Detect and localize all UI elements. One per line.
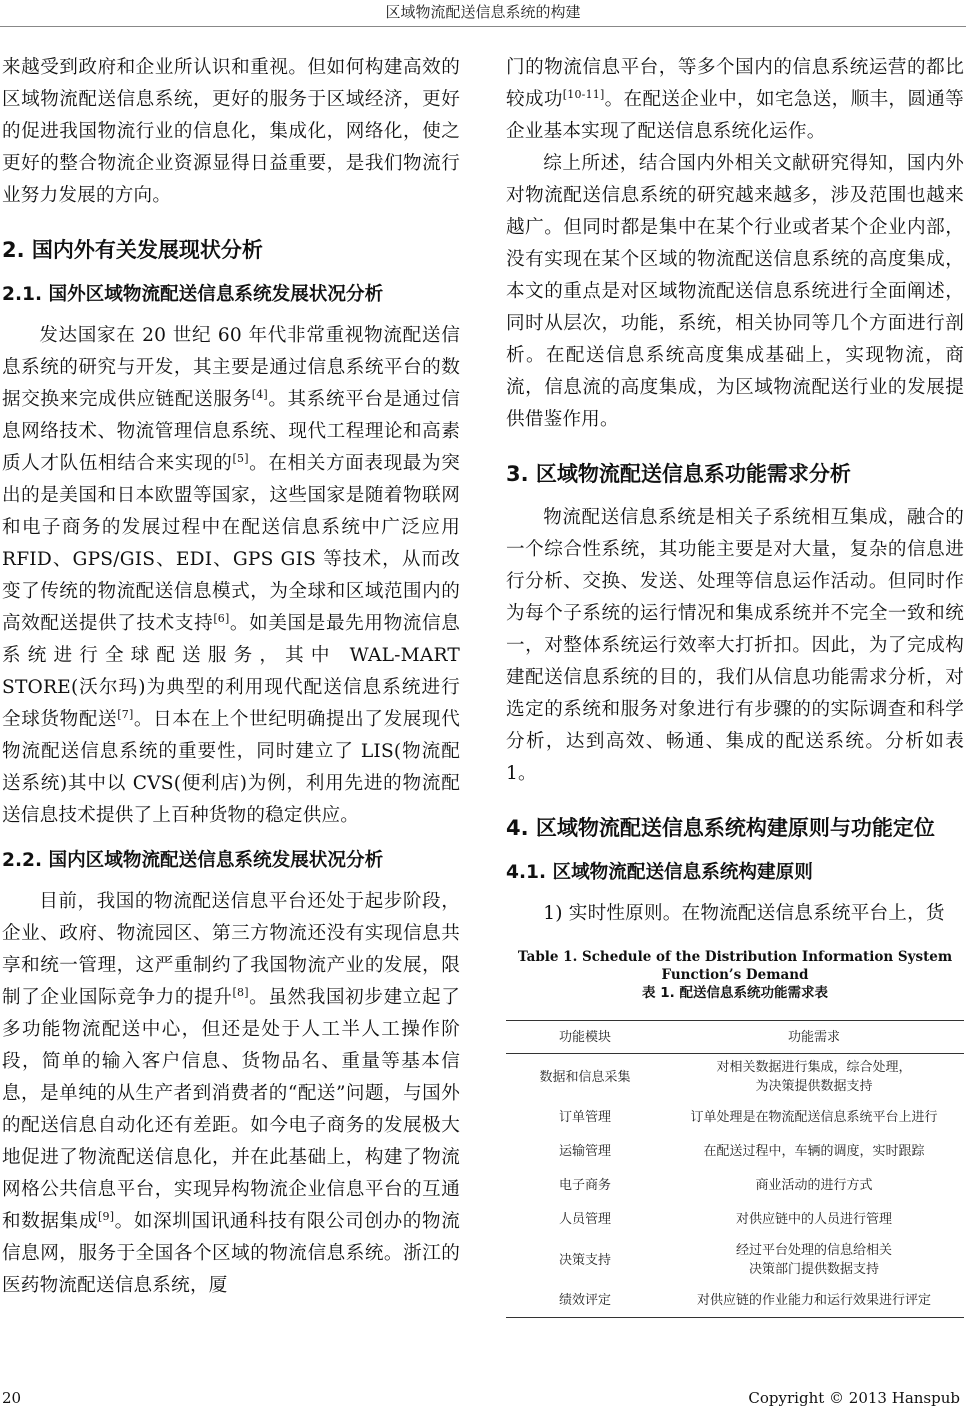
text-run: 目前，我国的物流配送信息平台还处于起步阶段，企业、政府、物流园区、第三方物流还没有实现信息共享和统一管理，这严重制约了我国物流产业的发展，限制了企业国际竞争力的提升 [2,891,460,1008]
section-2-heading: 2. 国内外有关发展现状分析 [2,238,263,262]
table-row [506,1203,964,1237]
section-2-2-heading: 2.2. 国内区域物流配送信息系统发展状况分析 [2,850,384,871]
running-head: 区域物流配送信息系统的构建 [385,3,581,21]
table-row [506,1169,964,1203]
continued-paragraph [506,52,964,148]
text-run: 。虽然我国初步建立起了多功能物流配送中心，但还是处于人工半人工操作阶段，简单的输入客户信息、货物品名、重量等基本信息，是单纯的从生产者到消费者的“配送”问题，与国外的配送信息自动化还有差距。如今电子商务的发展极大地促进了物流配送信息化，并在此基础上，构建了物流网格公共信息平台，实现异构物流企业信息平台的互通和数据集成 [2,987,461,1232]
citation-9[interactable]: [9] [98,1210,115,1223]
module-cell: 绩效评定 [558,1292,611,1308]
requirement-line: 经过平台处理的信息给相关 [735,1243,892,1258]
table-header-row [506,1021,964,1054]
module-cell: 数据和信息采集 [539,1069,631,1085]
table-row [506,1284,964,1318]
text-run: 。日本在上个世纪明确提出了发展现代物流配送信息系统的重要性，同时建立了 LIS(物流配送系统)其中以 CVS(便利店)为例，利用先进的物流配送信息技术提供了上百种货物的稳定供应。 [2,709,461,826]
section-2-1-paragraph [2,320,460,832]
module-cell: 电子商务 [558,1178,611,1193]
header-divider [0,26,966,27]
citation-4[interactable]: [4] [251,388,268,401]
requirement-cell: 对供应链中的人员进行管理 [735,1212,892,1227]
section-4-1-heading: 4.1. 区域物流配送信息系统构建原则 [506,862,813,883]
table-row [506,1101,964,1135]
table-caption-en: Table 1. Schedule of the Distribution Information System Function’s Demand [517,949,953,983]
table-row [506,1237,964,1284]
function-requirements-table [506,1020,964,1318]
column-header-module: 功能模块 [558,1029,611,1045]
summary-paragraph: 综上所述，结合国内外相关文献研究得知，国内外对物流配送信息系统的研究越来越多，涉及范围也越来越广。但同时都是集中在某个行业或者某个企业内部，没有实现在某个区域的物流配送信息系统的高度集成，本文的重点是对区域物流配送信息系统进行全面阐述，同时从层次，功能，系统，相关协同等几个方面进行剖析。在配送信息系统高度集成基础上，实现物流，商流，信息流的高度集成，为区域物流配送行业的发展提供借鉴作用。 [506,153,964,430]
principle-1-paragraph: 1) 实时性原则。在物流配送信息系统平台上，货 [543,903,945,924]
text-run: 。在相关方面表现最为突出的是美国和日本欧盟等国家，这些国家是随着物联网和电子商务的发展过程中在配送信息系统中广泛应用 RFID、GPS/GIS、EDI、GPS GIS 等技术，从而改变了传统的物流配送信息模式，为全球和区域范围内的高效配送提供了技术支持 [2,453,461,634]
section-2-1-heading: 2.1. 国外区域物流配送信息系统发展状况分析 [2,284,384,305]
table-row [506,1135,964,1169]
table-caption [506,948,964,1002]
text-run: 门的物流信息平台，等多个国内的信息系统运营的都比较成功 [506,57,964,110]
copyright-notice: Copyright © 2013 Hanspub [748,1389,960,1407]
requirement-cell [664,1237,964,1284]
section-3-paragraph: 物流配送信息系统是相关子系统相互集成，融合的一个综合性系统，其功能主要是对大量，复杂的信息进行分析、交换、发送、处理等信息运作活动。但同时作为每个子系统的运行情况和集成系统并不完全一致和统一，对整体系统运行效率大打折扣。因此，为了完成构建配送信息系统的目的，我们从信息功能需求分析，对选定的系统和服务对象进行有步骤的的实际调查和科学分析，达到高效、畅通、集成的配送系统。分析如表 1。 [506,507,964,784]
section-3-heading: 3. 区域物流配送信息系功能需求分析 [506,462,851,486]
text-run: 。如深圳国讯通科技有限公司创办的物流信息网，服务于全国各个区域的物流信息系统。浙江的医药物流配送信息系统，厦 [2,1211,460,1296]
text-run: 。其系统平台是通过信息网络技术、物流管理信息系统、现代工程理论和高素质人才队伍相结合来实现的 [2,389,460,474]
module-cell: 运输管理 [558,1144,611,1159]
citation-7[interactable]: [7] [117,708,134,721]
table-row [506,1054,964,1101]
requirement-cell: 在配送过程中，车辆的调度，实时跟踪 [703,1144,925,1159]
requirement-line: 为决策提供数据支持 [755,1079,873,1095]
column-header-requirement: 功能需求 [787,1029,840,1045]
requirement-line: 对相关数据进行集成，综合处理， [716,1060,912,1076]
citation-10-11[interactable]: [10-11] [562,88,605,101]
citation-6[interactable]: [6] [213,612,230,625]
intro-paragraph: 来越受到政府和企业所认识和重视。但如何构建高效的区域物流配送信息系统，更好的服务于区域经济，更好的促进我国物流行业的信息化，集成化，网络化，使之更好的整合物流企业资源显得日益重要，是我们物流行业努力发展的方向。 [2,57,460,206]
citation-8[interactable]: [8] [232,986,249,999]
left-column [2,52,460,1302]
page-number: 20 [2,1389,22,1407]
requirement-cell: 对供应链的作业能力和运行效果进行评定 [696,1292,931,1308]
text-run: 。如美国是最先用物流信息系统进行全球配送服务，其中 WAL-MART STORE(沃尔玛)为典型的利用现代配送信息系统进行全球货物配送 [2,613,461,730]
right-column [506,52,964,1318]
text-run: 发达国家在 20 世纪 60 年代非常重视物流配送信息系统的研究与开发，其主要是通过信息系统平台的数据交换来完成供应链配送服务 [2,325,460,410]
module-cell: 决策支持 [558,1252,611,1268]
requirement-cell: 订单处理是在物流配送信息系统平台上进行 [690,1110,938,1125]
requirement-line: 决策部门提供数据支持 [748,1262,879,1277]
module-cell: 人员管理 [558,1212,611,1227]
text-run: 。在配送企业中，如宅急送，顺丰，圆通等企业基本实现了配送信息系统化运作。 [506,89,964,142]
requirement-cell: 商业活动的进行方式 [755,1178,873,1193]
section-2-2-paragraph [2,886,460,1302]
table-caption-zh: 表 1. 配送信息系统功能需求表 [642,985,828,1001]
section-4-heading: 4. 区域物流配送信息系统构建原则与功能定位 [506,816,935,840]
requirement-cell [664,1054,964,1101]
module-cell: 订单管理 [558,1110,611,1125]
citation-5[interactable]: [5] [232,452,249,465]
